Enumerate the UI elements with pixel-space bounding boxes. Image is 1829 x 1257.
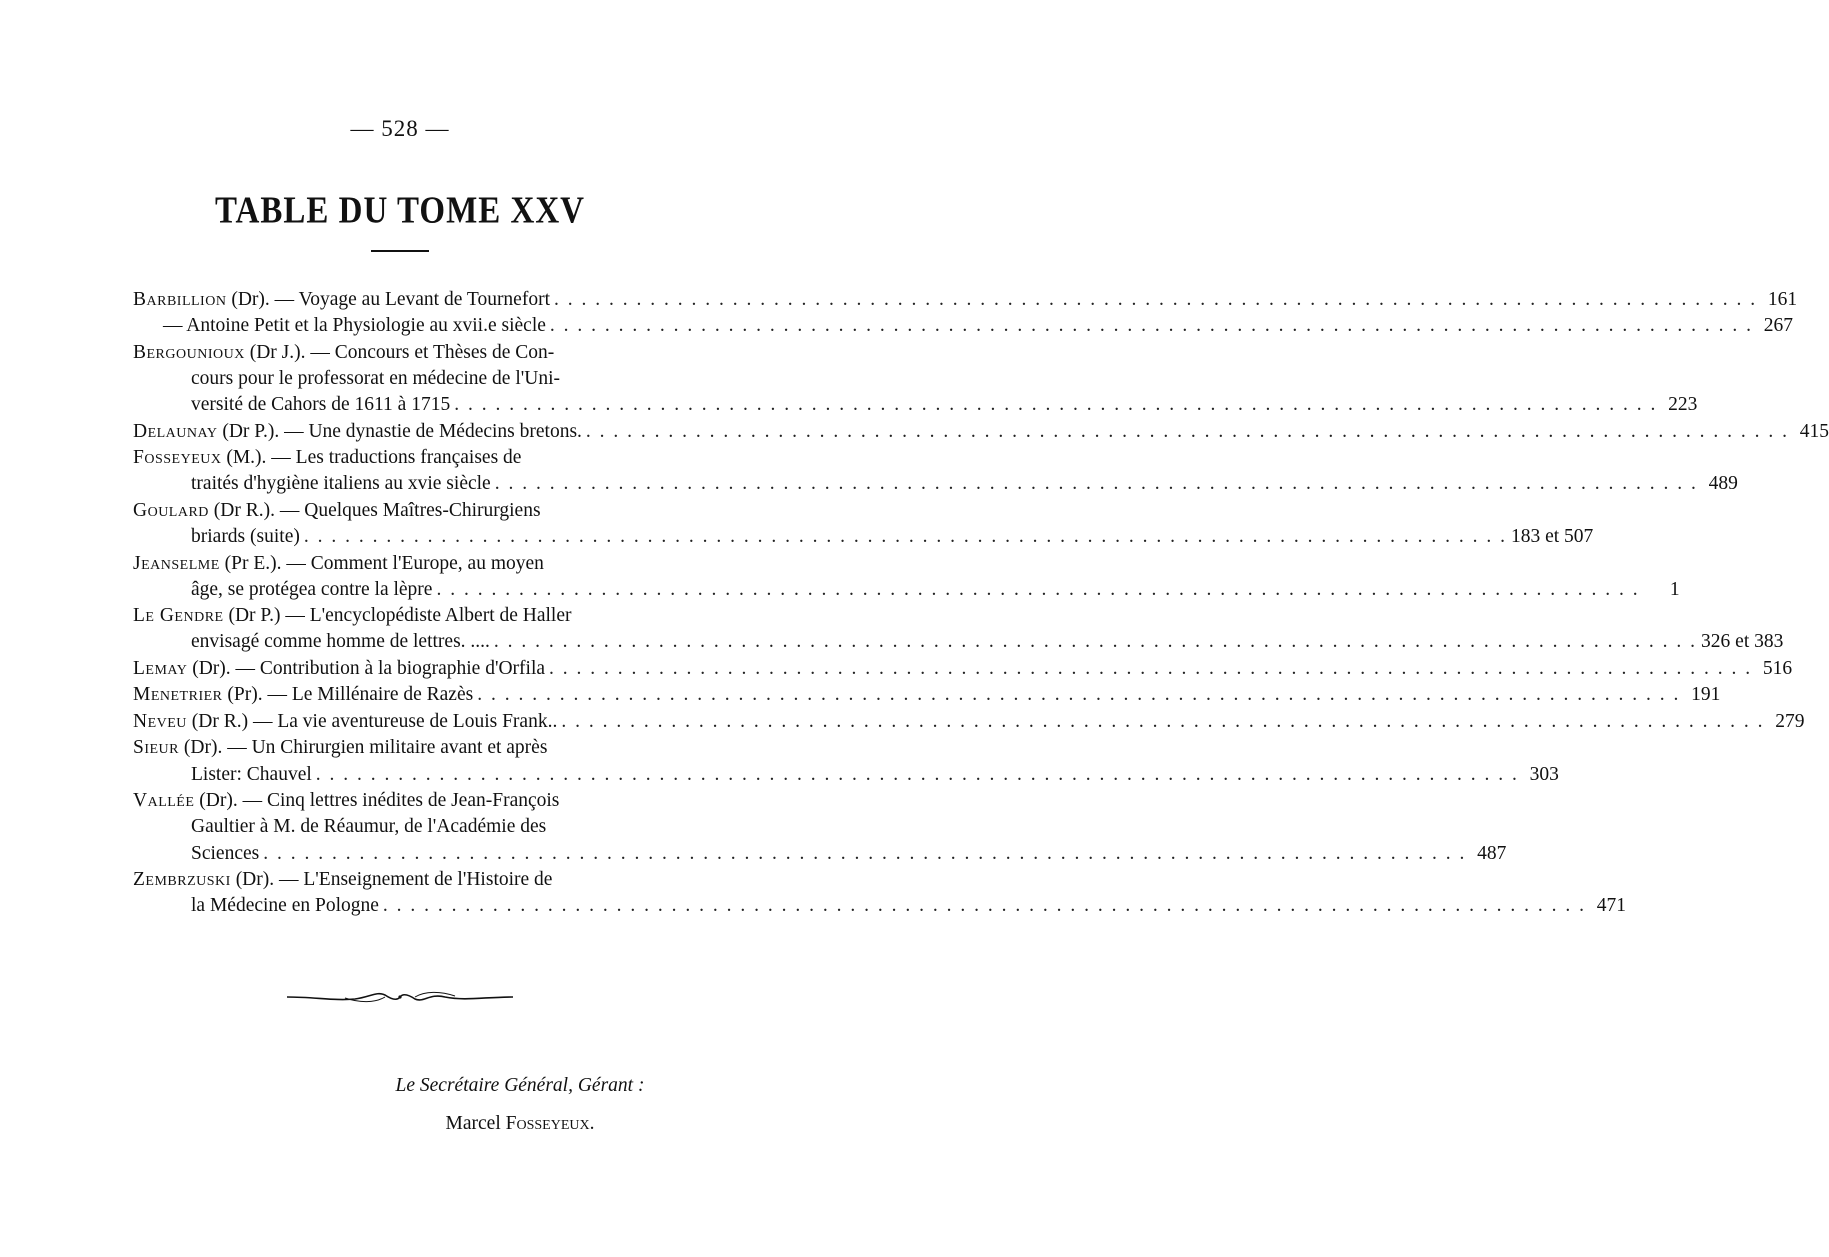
toc-leader-dots [494,629,1697,655]
toc-line [133,867,669,893]
toc-page-ref: 183 et 507 [1510,526,1594,548]
toc-title: (Dr J.). — Concours et Thèses de Con- [249,341,555,363]
toc-entry [133,340,1698,419]
signature-last-name: Fosseyeux. [505,1113,595,1134]
toc-page-ref: 303 [1529,763,1559,785]
toc-line [133,682,1721,708]
toc-title: traités d'hygiène italiens au xvie siècle [191,473,491,495]
toc-line [133,709,1805,735]
toc-line [133,577,1680,603]
toc-page-ref: 326 et 383 [1701,631,1784,653]
toc-line [133,603,669,629]
toc-entry [133,419,1829,445]
toc-page-ref: 487 [1477,842,1507,864]
toc-author: Le Gendre [133,605,224,627]
toc-title: âge, se protégea contre la lèpre [191,578,433,600]
toc-line [133,498,669,524]
toc-entry [133,656,1793,682]
toc-page-ref: 161 [1767,289,1798,310]
toc-page-ref: 191 [1691,684,1721,706]
toc-leader-dots [304,524,1507,550]
toc-title: Sciences [191,842,260,864]
toc-title: versité de Cahors de 1611 à 1715 [191,394,451,416]
toc-page-ref: 516 [1762,657,1793,679]
toc-line [133,893,1627,919]
toc-entry [133,445,1738,497]
toc-title: — Antoine Petit et la Physiologie au xvii.e siècle [163,315,546,337]
toc-line [133,419,1829,445]
toc-line [133,471,1738,497]
toc-leader-dots [454,392,1657,418]
toc-page-ref: 415 [1799,420,1829,442]
toc-leader-dots [383,893,1586,919]
toc-title: (Dr). — Voyage au Levant de Tournefort [231,289,550,310]
toc-title: (Dr). — L'Enseignement de l'Histoire de [235,869,553,891]
toc-title: la Médecine en Pologne [191,895,379,917]
toc-author: Sieur [133,737,180,759]
toc-leader-dots [436,577,1639,603]
toc-page-ref: 279 [1775,710,1805,732]
toc-line [133,788,669,814]
toc-title: (Dr P.) — L'encyclopédiste Albert de Haller [228,605,572,627]
toc-title: Lister: Chauvel [191,763,312,785]
toc-author: Fosseyeux [133,447,222,469]
toc-author: Vallée [133,790,195,812]
toc-author: Lemay [133,657,188,679]
toc-title: envisagé comme homme de lettres. .... [191,631,490,653]
signature-role: Le Secrétaire Général, Gérant : [395,1075,645,1096]
toc-leader-dots [263,841,1466,867]
toc-page-ref: 1 [1669,578,1680,600]
toc-title: briards (suite) [191,526,300,548]
toc-line [133,524,1594,550]
toc-line [133,445,669,471]
toc-entry [133,709,1805,735]
toc-line [133,629,1784,655]
toc-line [133,392,1698,418]
ornament-divider-icon [285,985,515,1009]
toc-entry [133,735,1559,787]
toc-title: (Dr R.) — La vie aventureuse de Louis Frank.. [191,710,558,732]
toc-page-ref: 489 [1708,473,1738,495]
toc-title: (Dr). — Cinq lettres inédites de Jean-François [199,790,560,812]
toc-entry [133,287,1798,339]
toc-line [133,366,669,392]
signature-block [340,1067,700,1143]
toc-page-ref: 267 [1763,315,1794,337]
toc-line [133,762,1559,788]
toc-leader-dots [477,682,1680,708]
toc-line [133,656,1793,682]
title-divider [371,250,429,252]
toc-author: Jeanselme [133,552,220,574]
toc-author: Goulard [133,499,209,521]
signature-first-name: Marcel [445,1113,501,1134]
toc-title: (Dr P.). — Une dynastie de Médecins bretons. [222,420,582,442]
page-number: — 528 — [350,116,450,141]
toc-leader-dots [549,656,1752,682]
toc-entry [133,788,1507,867]
toc-page-ref: 223 [1668,394,1698,416]
toc-title: (Dr). — Un Chirurgien militaire avant et après [183,737,548,759]
toc-line [133,287,1798,313]
toc-leader-dots [316,762,1519,788]
toc-leader-dots [586,419,1789,445]
toc-author: Menetrier [133,684,223,706]
toc-line [133,340,669,366]
toc-title: (Dr). — Contribution à la biographie d'Orfila [192,657,546,679]
toc-title: (Pr E.). — Comment l'Europe, au moyen [224,552,544,574]
toc-line [133,814,669,840]
toc-title: (Pr). — Le Millénaire de Razès [227,684,474,706]
toc-entry [133,551,1680,603]
toc-author: Delaunay [133,420,218,442]
toc-page-ref: 471 [1596,895,1627,917]
toc-entry [133,498,1594,550]
toc-author: Neveu [133,710,187,732]
toc-title: (M.). — Les traductions françaises de [226,447,522,469]
table-of-contents [133,287,1829,920]
toc-line [133,735,669,761]
toc-leader-dots [550,313,1753,339]
toc-entry [133,682,1721,708]
toc-author: Barbillion [133,289,227,310]
toc-author: Bergounioux [133,341,245,363]
toc-entry [133,867,1627,919]
toc-title: (Dr R.). — Quelques Maîtres-Chirurgiens [213,499,541,521]
toc-line [133,551,669,577]
toc-title: cours pour le professorat en médecine de l'Uni- [191,367,561,389]
toc-line [133,841,1507,867]
toc-author: Zembrzuski [133,869,231,891]
page-title: TABLE DU TOME XXV [215,190,585,232]
toc-title: Gaultier à M. de Réaumur, de l'Académie des [191,816,547,838]
signature-name [340,1105,700,1143]
toc-leader-dots [554,287,1757,313]
toc-leader-dots [561,709,1764,735]
toc-entry [133,603,1784,655]
toc-line [133,313,1794,339]
toc-leader-dots [495,471,1698,497]
